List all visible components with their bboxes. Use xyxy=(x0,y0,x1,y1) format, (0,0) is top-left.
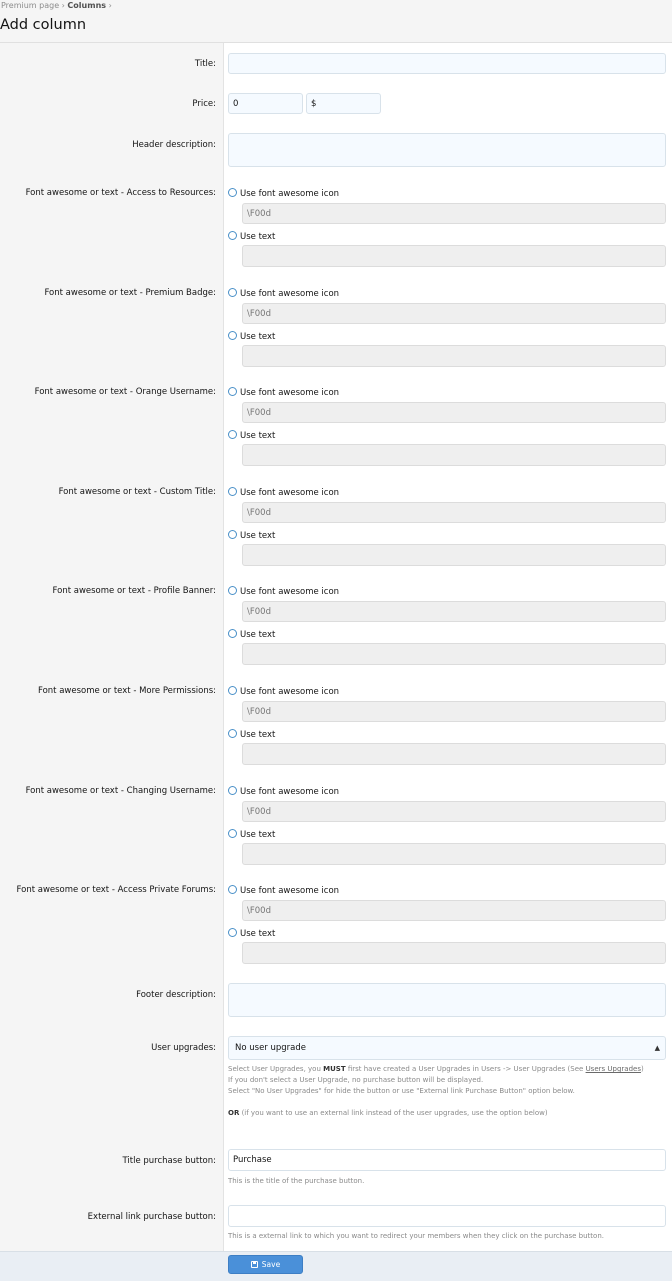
user-upgrades-hint-2: If you don't select a User Upgrade, no purchase button will be displayed. xyxy=(228,1076,484,1084)
title-purchase-label: Title purchase button: xyxy=(122,1156,216,1166)
title-purchase-hint: This is the title of the purchase button. xyxy=(228,1177,365,1185)
save-button-label: Save xyxy=(261,1260,281,1269)
use-font-awesome-radio[interactable] xyxy=(228,487,339,498)
radio-circle-icon xyxy=(228,928,237,937)
use-text-label: Use text xyxy=(240,830,276,840)
page-header xyxy=(0,0,672,43)
radio-circle-icon xyxy=(228,586,237,595)
save-button[interactable] xyxy=(228,1255,303,1274)
text-input[interactable] xyxy=(242,245,666,267)
use-text-radio[interactable] xyxy=(228,430,275,441)
text-input[interactable] xyxy=(242,942,666,964)
use-font-awesome-radio[interactable] xyxy=(228,188,339,199)
radio-circle-icon xyxy=(228,686,237,695)
use-font-awesome-label: Use font awesome icon xyxy=(240,388,340,398)
radio-circle-icon xyxy=(228,387,237,396)
footer-description-label: Footer description: xyxy=(136,990,216,1000)
section-label: Font awesome or text - Access Private Forums: xyxy=(16,885,216,895)
font-awesome-input[interactable] xyxy=(242,203,666,224)
text-input[interactable] xyxy=(242,345,666,367)
text-input[interactable] xyxy=(242,544,666,566)
use-font-awesome-label: Use font awesome icon xyxy=(240,587,340,597)
use-text-radio[interactable] xyxy=(228,729,275,740)
use-text-label: Use text xyxy=(240,929,276,939)
radio-circle-icon xyxy=(228,829,237,838)
user-upgrades-selected: No user upgrade xyxy=(235,1043,307,1053)
radio-circle-icon xyxy=(228,231,237,240)
section-label: Font awesome or text - More Permissions: xyxy=(38,686,216,696)
use-font-awesome-label: Use font awesome icon xyxy=(240,189,340,199)
title-input[interactable] xyxy=(228,53,666,74)
footer-description-textarea[interactable] xyxy=(228,983,666,1017)
external-link-hint: This is a external link to which you want to redirect your members when they click on the purchase button. xyxy=(228,1232,604,1240)
font-awesome-input[interactable] xyxy=(242,900,666,921)
radio-circle-icon xyxy=(228,885,237,894)
price-input[interactable] xyxy=(228,93,303,114)
radio-circle-icon xyxy=(228,530,237,539)
use-text-radio[interactable] xyxy=(228,629,275,640)
user-upgrades-hint-1: Select User Upgrades, you MUST first have created a User Upgrades in Users -> User Upgrades (See Users Upgrades) xyxy=(228,1065,644,1073)
section-label: Font awesome or text - Custom Title: xyxy=(58,487,216,497)
section-label: Font awesome or text - Access to Resources: xyxy=(25,188,216,198)
header-description-textarea[interactable] xyxy=(228,133,666,167)
font-awesome-input[interactable] xyxy=(242,402,666,423)
currency-input[interactable] xyxy=(306,93,381,114)
breadcrumb-separator: › xyxy=(61,1,65,10)
title-purchase-input[interactable] xyxy=(228,1149,666,1171)
title-label: Title: xyxy=(194,59,216,69)
user-upgrades-hint-4: OR (if you want to use an external link instead of the user upgrades, use the option below) xyxy=(228,1109,548,1117)
text-input[interactable] xyxy=(242,843,666,865)
use-font-awesome-radio[interactable] xyxy=(228,885,339,896)
use-text-radio[interactable] xyxy=(228,928,275,939)
use-text-radio[interactable] xyxy=(228,530,275,541)
breadcrumb-separator: › xyxy=(108,1,112,10)
radio-circle-icon xyxy=(228,188,237,197)
section-label: Font awesome or text - Profile Banner: xyxy=(52,586,216,596)
save-icon xyxy=(251,1261,258,1268)
font-awesome-input[interactable] xyxy=(242,701,666,722)
use-text-label: Use text xyxy=(240,232,276,242)
font-awesome-input[interactable] xyxy=(242,502,666,523)
radio-circle-icon xyxy=(228,487,237,496)
header-description-label: Header description: xyxy=(132,140,216,150)
text-input[interactable] xyxy=(242,643,666,665)
radio-circle-icon xyxy=(228,430,237,439)
external-link-input[interactable] xyxy=(228,1205,666,1227)
use-font-awesome-radio[interactable] xyxy=(228,586,339,597)
use-font-awesome-radio[interactable] xyxy=(228,288,339,299)
radio-circle-icon xyxy=(228,288,237,297)
breadcrumb xyxy=(1,1,112,10)
font-awesome-input[interactable] xyxy=(242,303,666,324)
select-arrows-icon: ▲ xyxy=(654,1044,660,1052)
user-upgrades-select[interactable] xyxy=(228,1036,666,1060)
use-text-radio[interactable] xyxy=(228,231,275,242)
use-text-label: Use text xyxy=(240,630,276,640)
use-font-awesome-label: Use font awesome icon xyxy=(240,787,340,797)
use-font-awesome-radio[interactable] xyxy=(228,786,339,797)
section-label: Font awesome or text - Orange Username: xyxy=(34,387,216,397)
use-text-label: Use text xyxy=(240,332,276,342)
radio-circle-icon xyxy=(228,729,237,738)
price-label: Price: xyxy=(192,99,216,109)
use-text-label: Use text xyxy=(240,531,276,541)
font-awesome-input[interactable] xyxy=(242,801,666,822)
user-upgrades-label: User upgrades: xyxy=(151,1043,216,1053)
use-text-label: Use text xyxy=(240,730,276,740)
use-text-label: Use text xyxy=(240,431,276,441)
users-upgrades-link[interactable]: Users Upgrades xyxy=(585,1065,641,1073)
label-column xyxy=(0,43,224,1251)
breadcrumb-columns[interactable]: Columns xyxy=(67,1,107,10)
font-awesome-input[interactable] xyxy=(242,601,666,622)
radio-circle-icon xyxy=(228,786,237,795)
section-label: Font awesome or text - Changing Username: xyxy=(25,786,216,796)
use-font-awesome-label: Use font awesome icon xyxy=(240,488,340,498)
use-font-awesome-radio[interactable] xyxy=(228,387,339,398)
text-input[interactable] xyxy=(242,743,666,765)
user-upgrades-hint-3: Select "No User Upgrades" for hide the button or use "External link Purchase Button" option below. xyxy=(228,1087,575,1095)
page-title: Add column xyxy=(0,17,87,33)
radio-circle-icon xyxy=(228,331,237,340)
use-text-radio[interactable] xyxy=(228,829,275,840)
use-font-awesome-label: Use font awesome icon xyxy=(240,886,340,896)
use-font-awesome-radio[interactable] xyxy=(228,686,339,697)
breadcrumb-premium-page[interactable]: Premium page xyxy=(1,1,60,10)
use-text-radio[interactable] xyxy=(228,331,275,342)
section-label: Font awesome or text - Premium Badge: xyxy=(44,288,216,298)
text-input[interactable] xyxy=(242,444,666,466)
radio-circle-icon xyxy=(228,629,237,638)
use-font-awesome-label: Use font awesome icon xyxy=(240,687,340,697)
form-footer xyxy=(0,1251,672,1281)
use-font-awesome-label: Use font awesome icon xyxy=(240,289,340,299)
external-link-label: External link purchase button: xyxy=(87,1212,216,1222)
